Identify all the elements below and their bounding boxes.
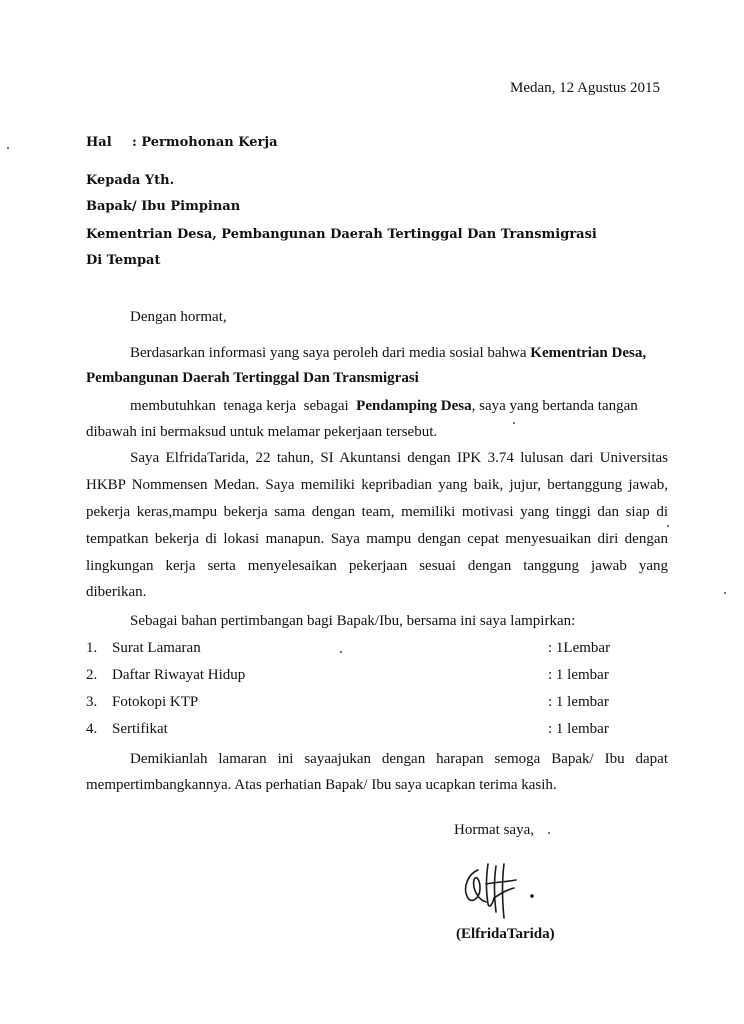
greeting: Dengan hormat, (130, 309, 227, 325)
para1-line-1 (130, 345, 646, 362)
subject-label: Hal (86, 135, 112, 150)
attachment-num: 1. (86, 640, 98, 656)
para1-line-3-suffix: , saya yang bertanda tangan (471, 398, 638, 414)
para1-line-2: Pembangunan Daerah Tertinggal Dan Transmigrasi (86, 370, 419, 386)
para2-line-4: tempatkan bekerja di lokasi manapun. Saya mampu dengan cepat menyesuaikan diri dengan (86, 531, 668, 547)
attachment-name: Fotokopi KTP (112, 694, 199, 710)
attachment-qty: : 1 lembar (548, 694, 609, 710)
recipient-line-4: Di Tempat (86, 253, 161, 268)
para2-line-2: HKBP Nommensen Medan. Saya memiliki kepribadian yang baik, jujur, bertanggung jawab, (86, 477, 668, 493)
para1-line-3-bold: Pendamping Desa (356, 398, 472, 414)
recipient-line-3: Kementrian Desa, Pembangunan Daerah Tertinggal Dan Transmigrasi (86, 227, 597, 242)
para2-line-1: Saya ElfridaTarida, 22 tahun, SI Akuntansi dengan IPK 3.74 lulusan dari Universitas (130, 450, 668, 466)
scan-speck (513, 422, 515, 424)
para1-line-1-text: Berdasarkan informasi yang saya peroleh dari media sosial bahwa (130, 345, 531, 361)
signature-name: (ElfridaTarida) (456, 926, 555, 942)
attachments-intro: Sebagai bahan pertimbangan bagi Bapak/Ibu, bersama ini saya lampirkan: (130, 613, 576, 629)
subject-value: : Permohonan Kerja (132, 135, 278, 150)
scan-speck (340, 651, 342, 653)
recipient-line-2: Bapak/ Ibu Pimpinan (86, 199, 241, 214)
para1-line-3-text: membutuhkan tenaga kerja sebagai (130, 398, 357, 414)
recipient-line-1: Kepada Yth. (86, 173, 175, 188)
para1-line-4: dibawah ini bermaksud untuk melamar pekerjaan tersebut. (86, 424, 438, 440)
para1-line-3 (130, 398, 638, 415)
attachment-num: 4. (86, 721, 98, 737)
signature-image (456, 858, 552, 924)
scan-speck (667, 525, 669, 527)
letter-date: Medan, 12 Agustus 2015 (510, 80, 660, 96)
attachment-num: 2. (86, 667, 98, 683)
closing-line-2: mempertimbangkannya. Atas perhatian Bapak/ Ibu saya ucapkan terima kasih. (86, 777, 557, 793)
attachment-qty: : 1 lembar (548, 721, 609, 737)
scan-speck (548, 832, 550, 834)
para2-line-3: pekerja keras,mampu bekerja sama dengan team, memiliki motivasi yang tinggi dan siap di (86, 504, 668, 520)
attachment-name: Sertifikat (112, 721, 168, 737)
attachment-num: 3. (86, 694, 98, 710)
attachment-name: Surat Lamaran (112, 640, 201, 656)
closing-line-1: Demikianlah lamaran ini sayaajukan dengan harapan semoga Bapak/ Ibu dapat (130, 751, 668, 767)
attachment-name: Daftar Riwayat Hidup (112, 667, 246, 683)
attachment-qty: : 1 lembar (548, 667, 609, 683)
scan-speck (7, 147, 9, 149)
para2-line-6: diberikan. (86, 584, 147, 600)
attachment-qty: : 1Lembar (548, 640, 611, 656)
para1-line-1-bold: Kementrian Desa, (530, 345, 647, 361)
scan-speck (724, 592, 726, 594)
sign-off: Hormat saya, (454, 822, 534, 838)
para2-line-5: lingkungan kerja serta menyelesaikan pekerjaan sesuai dengan tanggung jawab yang (86, 558, 668, 574)
